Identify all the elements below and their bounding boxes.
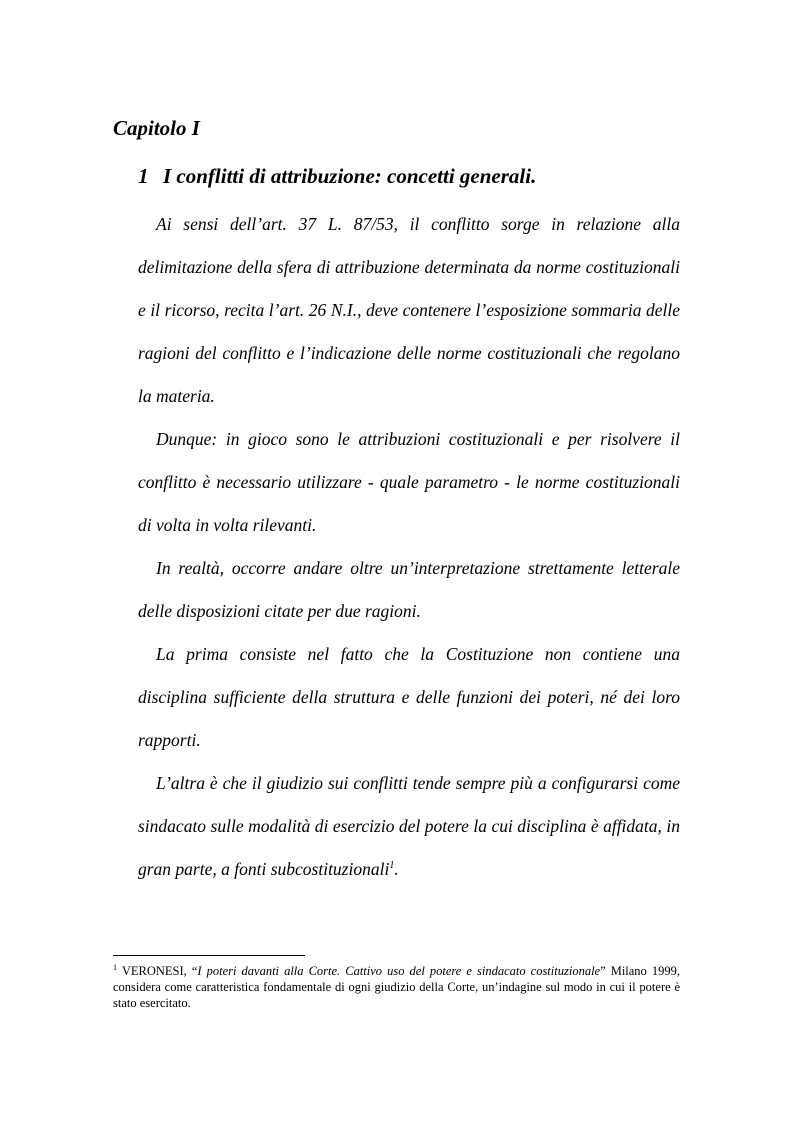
paragraph: La prima consiste nel fatto che la Costituzione non contiene una disciplina sufficiente della struttura e delle funzioni dei poteri, né dei loro rapporti.: [138, 644, 680, 750]
paragraph-last: [138, 762, 680, 891]
body-text: [138, 203, 680, 891]
paragraph-last-end: .: [394, 859, 399, 879]
paragraph: In realtà, occorre andare oltre un’interpretazione strettamente letterale delle disposizioni citate per due ragioni.: [138, 558, 680, 621]
section-title: I conflitti di attribuzione: concetti generali.: [163, 164, 537, 188]
section-heading: [138, 161, 536, 191]
paragraph: Dunque: in gioco sono le attribuzioni costituzionali e per risolvere il conflitto è necessario utilizzare - quale parametro - le norme costituzionali di volta in volta rilevanti.: [138, 429, 680, 535]
footnote-cited-title: I poteri davanti alla Corte. Cattivo uso del potere e sindacato costituzionale: [197, 964, 601, 978]
footnote-marker: 1: [113, 962, 117, 972]
footnote-separator: [113, 955, 305, 956]
paragraph-last-text: L’altra è che il giudizio sui conflitti tende sempre più a configurarsi come sindacato sulle modalità di esercizio del potere la cui disciplina è affidata, in gran parte, a fonti subcostituzionali: [138, 773, 680, 879]
footnote-author: VERONESI, “: [121, 964, 198, 978]
section-number: 1: [138, 164, 149, 188]
chapter-title: Capitolo I: [113, 116, 200, 140]
footnote: [113, 963, 680, 1011]
footnote-text: ” Milano 1999, considera come caratteristica fondamentale di ogni giudizio della Corte, un’indagine sul modo in cui il potere è stato esercitato.: [113, 964, 680, 1010]
footnote-reference: 1: [389, 860, 395, 872]
paragraph: Ai sensi dell’art. 37 L. 87/53, il conflitto sorge in relazione alla delimitazione della sfera di attribuzione determinata da norme costituzionali e il ricorso, recita l’art. 26 N.I., deve contenere l’esposizione sommaria delle ragioni del conflitto e l’indicazione delle norme costituzionali che regolano la materia.: [138, 214, 680, 406]
